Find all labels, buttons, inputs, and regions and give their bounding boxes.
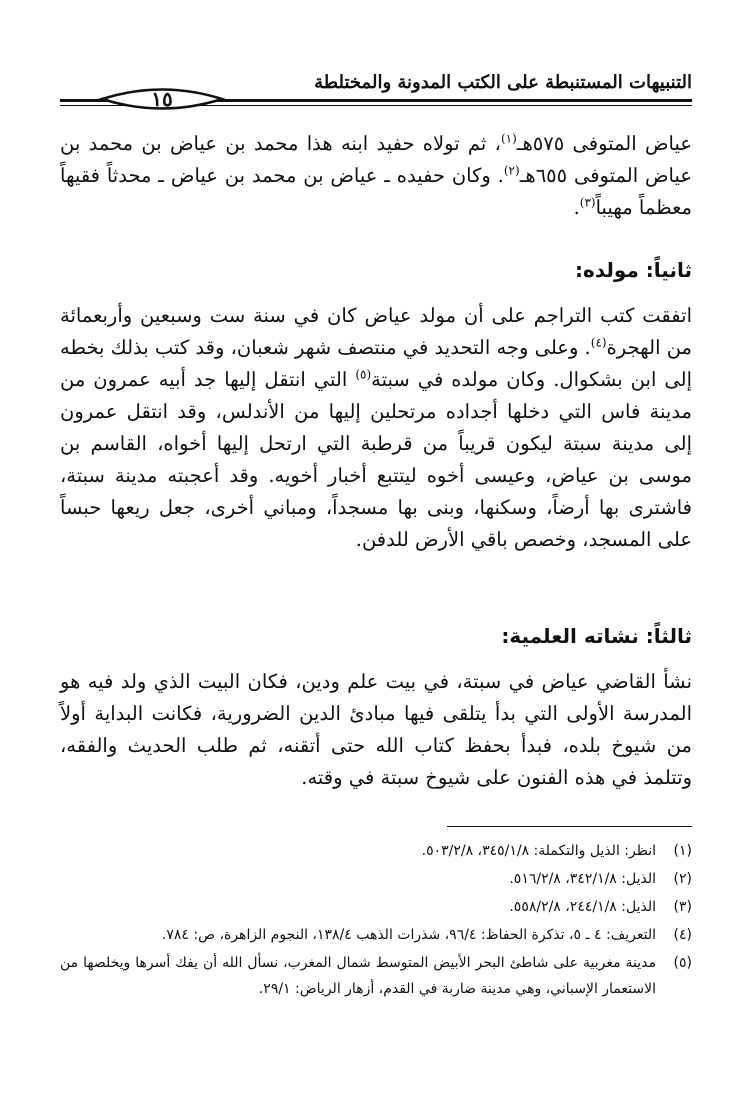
running-header — [60, 72, 692, 116]
page-number: ١٥ — [151, 87, 173, 111]
footnote-ref-5[interactable]: (٥) — [355, 367, 372, 382]
footnote-1 — [60, 838, 692, 864]
footnote-text: الذيل: ٣٤٢/١/٨، ٥١٦/٢/٨. — [509, 871, 656, 887]
section-heading-birth: ثانياً: مولده: — [575, 258, 692, 282]
footnotes — [60, 838, 692, 1004]
birth-paragraph-block — [60, 300, 692, 556]
upbringing-paragraph-block — [60, 666, 692, 794]
footnote-text: مدينة مغربية على شاطئ البحر الأبيض المتوسط شمال المغرب، نسأل الله أن يفك أسرها ويخلصها من الاستعمار الإسباني، وهي مدينة ضاربة في القدم، أزهار الرياض: ٢٩/١. — [60, 955, 656, 997]
upbringing-paragraph: نشأ القاضي عياض في سبتة، في بيت علم ودين، فكان البيت الذي ولد فيه هو المدرسة الأولى التي بدأ يتلقى فيها مبادئ الدين الضرورية، فكانت البداية أولاً من شيوخ بلده، فبدأ بحفظ كتاب الله حتى أتقنه، ثم طلب الحديث والفقه، وتتلمذ في هذه الفنون على شيوخ سبتة في وقته. — [60, 670, 692, 789]
footnote-number: (٥) — [673, 955, 692, 971]
footnote-text: التعريف: ٤ ـ ٥، تذكرة الحفاظ: ٩٦/٤، شذرات الذهب ١٣٨/٤، النجوم الزاهرة، ص: ٧٨٤. — [161, 927, 656, 943]
footnote-4 — [60, 922, 692, 948]
footnote-separator — [447, 826, 692, 827]
footnote-ref-1[interactable]: (١) — [500, 131, 517, 146]
intro-paragraph-block — [60, 128, 692, 224]
footnote-number: (٤) — [673, 927, 692, 943]
footnote-5 — [60, 950, 692, 1002]
footnote-3 — [60, 894, 692, 920]
footnote-ref-4[interactable]: (٤) — [590, 335, 607, 350]
footnote-text: الذيل: ٢٤٤/١/٨، ٥٥٨/٢/٨. — [509, 899, 656, 915]
page-number-badge — [98, 84, 226, 114]
footnote-ref-3[interactable]: (٣) — [579, 195, 596, 210]
birth-paragraph: اتفقت كتب التراجم على أن مولد عياض كان في سنة ست وسبعين وأربعمائة من الهجرة$^{(٤)}$. وعلى وجه التحديد في منتصف شهر شعبان، وقد كتب بذلك بخطه إلى ابن بشكوال. وكان مولده في سبتة$^{(٥)}$ التي انتقل إليها جد أبيه عمرون من مدينة فاس التي دخلها أجداده مرتحلين إليها من الأندلس، وقد انتقل عمرون إلى مدينة سبتة ليكون قريباً من قرطبة التي ارتحل إليها أخواه، القاسم بن موسى بن عياض، وعيسى أخوه ليتتبع أخبار أخويه. وقد أعجبته مدينة سبتة، فاشترى بها أرضاً، وسكنها، وبنى بها مسجداً، ومباني أخرى، جعل ريعها حبساً على المسجد، وخصص باقي الأرض للدفن. — [60, 304, 692, 551]
section-heading-upbringing: ثالثاً: نشاته العلمية: — [501, 624, 692, 648]
footnote-number: (١) — [673, 843, 692, 859]
footnote-2 — [60, 866, 692, 892]
footnote-ref-2[interactable]: (٢) — [503, 163, 520, 178]
intro-paragraph: عياض المتوفى ٥٧٥هـ$^{(١)}$، ثم تولاه حفيد ابنه هذا محمد بن عياض بن محمد بن عياض المتوفى ٦٥٥هـ$^{(٢)}$. وكان حفيده ـ عياض بن محمد بن عياض ـ محدثاً فقيهاً معظماً مهيباً$^{(٣)}$. — [60, 131, 692, 219]
footnote-text: انظر: الذيل والتكملة: ٣٤٥/١/٨، ٥٠٣/٢/٨. — [421, 843, 656, 859]
footnote-number: (٢) — [673, 871, 692, 887]
footnote-number: (٣) — [673, 899, 692, 915]
running-header-title: التنبيهات المستنبطة على الكتب المدونة والمختلطة — [314, 72, 692, 93]
